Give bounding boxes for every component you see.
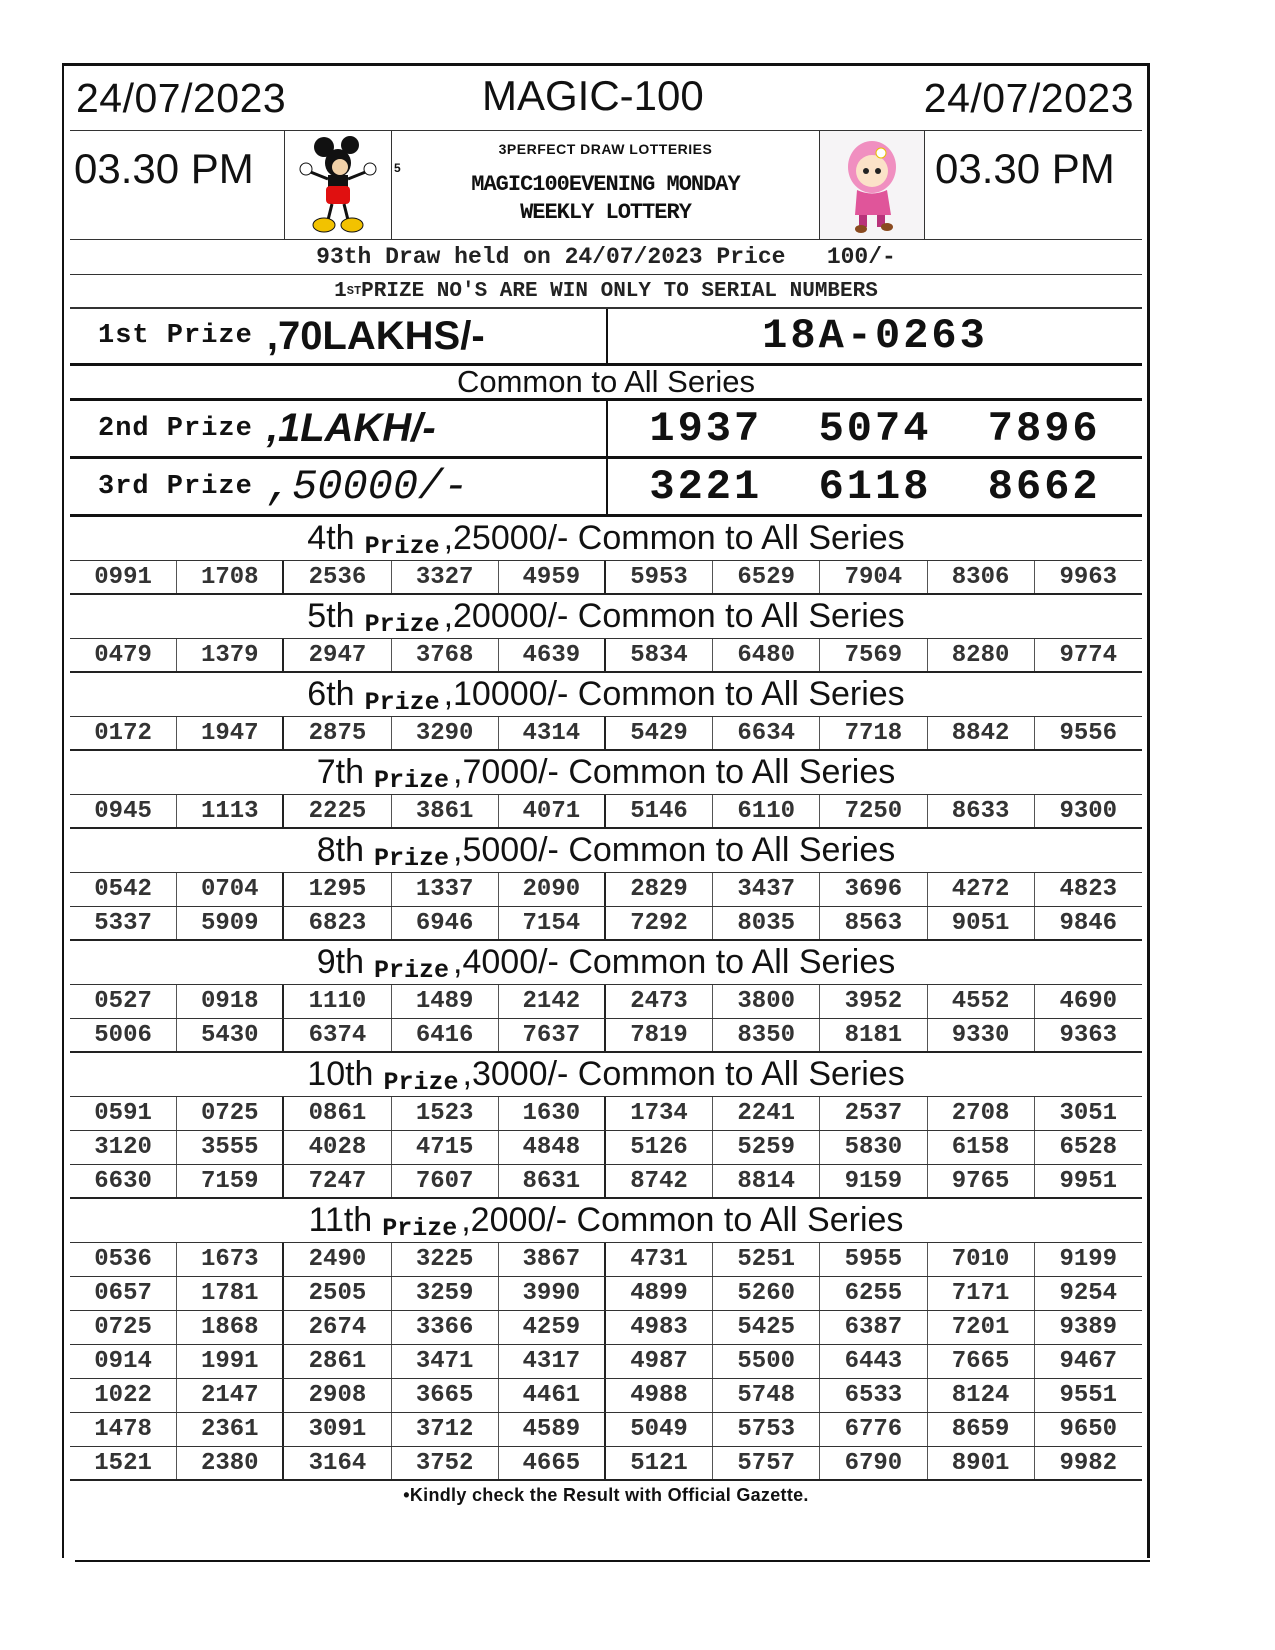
serial-note-prefix: 1: [334, 279, 347, 303]
winning-number: 6823: [284, 907, 391, 939]
number-row: [70, 1165, 1142, 1199]
winning-number: 3555: [177, 1131, 284, 1164]
winning-number: 1868: [177, 1311, 284, 1344]
lottery-title: MAGIC-100: [482, 72, 704, 119]
winning-number: 9159: [820, 1165, 927, 1197]
third-prize-label: 3rd Prize: [98, 471, 253, 502]
prize-amount: ,4000/- Common to All Series: [453, 943, 896, 981]
winning-number: 3800: [713, 985, 820, 1018]
prize-word: Prize: [364, 688, 440, 717]
winning-number: 3471: [392, 1345, 499, 1378]
winning-number: 4028: [284, 1131, 391, 1164]
winning-number: 5430: [177, 1019, 284, 1051]
prize-amount: ,3000/- Common to All Series: [462, 1055, 905, 1093]
winning-number: 3164: [284, 1447, 391, 1479]
winning-number: 2505: [284, 1277, 391, 1310]
winning-number: 6480: [713, 639, 820, 671]
winning-number: 9254: [1059, 1280, 1118, 1307]
prize-heading: [70, 941, 1142, 985]
winning-number: 1110: [284, 985, 391, 1018]
winning-number: 4317: [499, 1345, 606, 1378]
organizer-name: 3PERFECT DRAW LOTTERIES: [498, 141, 713, 157]
winning-number: 4272: [928, 873, 1035, 906]
winning-number: 9551: [1059, 1382, 1118, 1409]
second-prize-amount: ,1LAKH/-: [266, 406, 436, 450]
winning-number: 2674: [284, 1311, 391, 1344]
winning-number: 0704: [177, 873, 284, 906]
winning-number: 0861: [284, 1097, 391, 1130]
winning-number: 4983: [606, 1311, 713, 1344]
time-right: 03.30 PM: [935, 145, 1115, 192]
winning-number: 5834: [606, 639, 713, 671]
winning-number: 2473: [606, 985, 713, 1018]
mickey-mouse-icon: [298, 135, 378, 235]
serial-note-sup: ST: [346, 284, 362, 298]
third-prize-numbers: 3221 6118 8662: [649, 462, 1101, 511]
first-prize-row: [70, 308, 1142, 366]
prize-rank: 6th: [307, 675, 355, 713]
lottery-name-line1: MAGIC100EVENING MONDAY: [471, 172, 740, 197]
date-left: 24/07/2023: [76, 74, 287, 121]
winning-number: 3952: [820, 985, 927, 1018]
winning-number: 1113: [177, 795, 284, 827]
winning-number: 1295: [284, 873, 391, 906]
header-row: [70, 66, 1142, 131]
winning-number: 7904: [820, 561, 927, 593]
prize-amount: ,25000/- Common to All Series: [443, 519, 905, 557]
header-info-row: [70, 131, 1142, 240]
winning-number: 8181: [820, 1019, 927, 1051]
first-prize-number: 18A-0263: [762, 312, 988, 360]
winning-number: 5753: [713, 1413, 820, 1446]
prize-rank: 11th: [308, 1201, 373, 1239]
winning-number: 3861: [392, 795, 499, 827]
winning-number: 7819: [606, 1019, 713, 1051]
winning-number: 1630: [499, 1097, 606, 1130]
winning-number: 3366: [392, 1311, 499, 1344]
winning-number: 8124: [928, 1379, 1035, 1412]
number-row: [70, 1447, 1142, 1481]
winning-number: 5121: [606, 1447, 713, 1479]
winning-number: 4988: [606, 1379, 713, 1412]
prize-rank: 4th: [307, 519, 355, 557]
prize-word: Prize: [374, 766, 450, 795]
winning-number: 6110: [713, 795, 820, 827]
winning-number: 8901: [928, 1447, 1035, 1479]
result-sheet: [62, 63, 1150, 1558]
winning-number: 9199: [1059, 1246, 1118, 1273]
winning-number: 4899: [606, 1277, 713, 1310]
winning-number: 5500: [713, 1345, 820, 1378]
prize-heading: [70, 673, 1142, 717]
winning-number: 1781: [177, 1277, 284, 1310]
winning-number: 5006: [70, 1019, 177, 1051]
winning-number: 8742: [606, 1165, 713, 1197]
number-row: [70, 1097, 1142, 1131]
winning-number: 9467: [1059, 1348, 1118, 1375]
winning-number: 6158: [928, 1131, 1035, 1164]
winning-number: 2537: [820, 1097, 927, 1130]
winning-number: 2536: [284, 561, 391, 593]
winning-number: 5251: [713, 1243, 820, 1276]
number-row: [70, 1277, 1142, 1311]
winning-number: 5955: [820, 1243, 927, 1276]
number-row: [70, 1131, 1142, 1165]
winning-number: 7637: [499, 1019, 606, 1051]
winning-number: 5830: [820, 1131, 927, 1164]
winning-number: 6634: [713, 717, 820, 749]
winning-number: 8563: [820, 907, 927, 939]
winning-number: 3990: [499, 1277, 606, 1310]
winning-number: 9765: [928, 1165, 1035, 1197]
prize-word: Prize: [374, 956, 450, 985]
number-row: [70, 795, 1142, 829]
time-left-cell: [70, 131, 285, 239]
winning-number: 5259: [713, 1131, 820, 1164]
winning-number: 2090: [499, 873, 606, 906]
winning-number: 8633: [928, 795, 1035, 827]
winning-number: 6790: [820, 1447, 927, 1479]
number-row: [70, 907, 1142, 941]
draw-info: 93th Draw held on 24/07/2023 Price 100/-: [70, 240, 1142, 275]
prize-word: Prize: [364, 610, 440, 639]
winning-number: 4848: [499, 1131, 606, 1164]
winning-number: 7665: [928, 1345, 1035, 1378]
winning-number: 3712: [392, 1413, 499, 1446]
winning-number: 9051: [928, 907, 1035, 939]
result-table: [70, 66, 1142, 1506]
serial-note-text: PRIZE NO'S ARE WIN ONLY TO SERIAL NUMBERS: [361, 279, 878, 303]
prize-amount: ,5000/- Common to All Series: [453, 831, 896, 869]
winning-number: 3696: [820, 873, 927, 906]
winning-number: 1337: [392, 873, 499, 906]
winning-number: 4731: [606, 1243, 713, 1276]
winning-number: 6776: [820, 1413, 927, 1446]
winning-number: 3752: [392, 1447, 499, 1479]
prize-amount: ,7000/- Common to All Series: [453, 753, 896, 791]
winning-number: 5953: [606, 561, 713, 593]
prize-rank: 10th: [307, 1055, 374, 1093]
winning-number: 6255: [820, 1277, 927, 1310]
lottery-name-line2: WEEKLY LOTTERY: [520, 200, 691, 225]
winning-number: 3665: [392, 1379, 499, 1412]
winning-number: 2875: [284, 717, 391, 749]
second-prize-label: 2nd Prize: [98, 413, 253, 444]
winning-number: 1489: [392, 985, 499, 1018]
prize-amount: ,2000/- Common to All Series: [461, 1201, 904, 1239]
common-note: Common to All Series: [70, 366, 1142, 401]
winning-number: 2142: [499, 985, 606, 1018]
prize-rank: 7th: [316, 753, 365, 791]
winning-number: 2947: [284, 639, 391, 671]
superscript-mark: 5: [394, 161, 401, 175]
time-right-cell: [925, 131, 1142, 239]
winning-number: 5049: [606, 1413, 713, 1446]
prize-rank: 5th: [307, 597, 355, 635]
winning-number: 7201: [928, 1311, 1035, 1344]
winning-number: 2147: [177, 1379, 284, 1412]
lower-prizes: [70, 517, 1142, 1481]
winning-number: 0945: [70, 795, 177, 827]
winning-number: 8280: [928, 639, 1035, 671]
winning-number: 6529: [713, 561, 820, 593]
winning-number: 3327: [392, 561, 499, 593]
winning-number: 4589: [499, 1413, 606, 1446]
winning-number: 5126: [606, 1131, 713, 1164]
winning-number: 3867: [499, 1243, 606, 1276]
prize-heading: [70, 595, 1142, 639]
winning-number: 3051: [1059, 1100, 1118, 1127]
footer-note: •Kindly check the Result with Official Gazette.: [403, 1485, 809, 1505]
number-row: [70, 1345, 1142, 1379]
first-prize-label-cell: [70, 309, 608, 363]
winning-number: 3768: [392, 639, 499, 671]
winning-number: 9846: [1059, 909, 1118, 937]
number-row: [70, 1311, 1142, 1345]
prize-amount: ,10000/- Common to All Series: [443, 675, 905, 713]
winning-number: 5909: [177, 907, 284, 939]
prize-heading: [70, 751, 1142, 795]
winning-number: 3437: [713, 873, 820, 906]
winning-number: 3290: [392, 717, 499, 749]
second-prize-label-cell: [70, 401, 608, 456]
winning-number: 9650: [1059, 1416, 1118, 1443]
serial-note: [70, 275, 1142, 308]
date-right: 24/07/2023: [923, 74, 1134, 121]
third-prize-row: [70, 459, 1142, 517]
winning-number: 0657: [70, 1277, 177, 1310]
winning-number: 3091: [284, 1413, 391, 1446]
winning-number: 8306: [928, 561, 1035, 593]
prize-heading: [70, 829, 1142, 873]
winning-number: 4259: [499, 1311, 606, 1344]
winning-number: 1379: [177, 639, 284, 671]
winning-number: 9389: [1059, 1314, 1118, 1341]
winning-number: 7250: [820, 795, 927, 827]
prize-amount: ,20000/- Common to All Series: [443, 597, 905, 635]
winning-number: 7010: [928, 1243, 1035, 1276]
girl-image: [820, 131, 925, 239]
winning-number: 2241: [713, 1097, 820, 1130]
prize-word: Prize: [364, 532, 440, 561]
winning-number: 4987: [606, 1345, 713, 1378]
winning-number: 2361: [177, 1413, 284, 1446]
winning-number: 0991: [70, 561, 177, 593]
winning-number: 0914: [70, 1345, 177, 1378]
number-row: [70, 639, 1142, 673]
prize-rank: 8th: [316, 831, 365, 869]
prize-heading: [70, 517, 1142, 561]
winning-number: 4461: [499, 1379, 606, 1412]
number-row: [70, 561, 1142, 595]
number-row: [70, 1243, 1142, 1277]
winning-number: 0536: [70, 1243, 177, 1276]
winning-number: 0725: [70, 1311, 177, 1344]
winning-number: 9774: [1059, 641, 1118, 669]
winning-number: 2861: [284, 1345, 391, 1378]
winning-number: 8350: [713, 1019, 820, 1051]
winning-number: 1947: [177, 717, 284, 749]
winning-number: 7569: [820, 639, 927, 671]
winning-number: 7171: [928, 1277, 1035, 1310]
winning-number: 0527: [70, 985, 177, 1018]
winning-number: 1022: [70, 1379, 177, 1412]
winning-number: 7159: [177, 1165, 284, 1197]
winning-number: 0918: [177, 985, 284, 1018]
number-row: [70, 873, 1142, 907]
prize-word: Prize: [383, 1068, 459, 1097]
winning-number: 2225: [284, 795, 391, 827]
winning-number: 8814: [713, 1165, 820, 1197]
winning-number: 9363: [1059, 1021, 1118, 1049]
winning-number: 7154: [499, 907, 606, 939]
winning-number: 2908: [284, 1379, 391, 1412]
winning-number: 2708: [928, 1097, 1035, 1130]
first-prize-label: 1st Prize: [98, 321, 253, 351]
winning-number: 5146: [606, 795, 713, 827]
winning-number: 6387: [820, 1311, 927, 1344]
winning-number: 1523: [392, 1097, 499, 1130]
winning-number: 7607: [392, 1165, 499, 1197]
winning-number: 0172: [70, 717, 177, 749]
winning-number: 4665: [499, 1447, 606, 1479]
third-prize-amount: ,50000/-: [266, 462, 469, 511]
winning-number: 6374: [284, 1019, 391, 1051]
winning-number: 1734: [606, 1097, 713, 1130]
winning-number: 6946: [392, 907, 499, 939]
mickey-image: [285, 131, 392, 239]
winning-number: 5757: [713, 1447, 820, 1479]
time-left: 03.30 PM: [74, 145, 254, 192]
winning-number: 9951: [1059, 1167, 1118, 1195]
winning-number: 4823: [1059, 876, 1118, 903]
winning-number: 4071: [499, 795, 606, 827]
winning-number: 9963: [1059, 563, 1118, 591]
winning-number: 5429: [606, 717, 713, 749]
winning-number: 9330: [928, 1019, 1035, 1051]
winning-number: 0479: [70, 639, 177, 671]
winning-number: 6630: [70, 1165, 177, 1197]
prize-word: Prize: [374, 844, 450, 873]
winning-number: 0591: [70, 1097, 177, 1130]
bottom-rule: [75, 1560, 1150, 1562]
winning-number: 2380: [177, 1447, 284, 1479]
winning-number: 1991: [177, 1345, 284, 1378]
winning-number: 9982: [1059, 1449, 1118, 1477]
winning-number: 2490: [284, 1243, 391, 1276]
first-prize-amount: ,70LAKHS/-: [266, 313, 485, 358]
winning-number: 6443: [820, 1345, 927, 1378]
winning-number: 8842: [928, 717, 1035, 749]
winning-number: 8035: [713, 907, 820, 939]
winning-number: 9300: [1059, 797, 1118, 825]
number-row: [70, 1379, 1142, 1413]
winning-number: 6533: [820, 1379, 927, 1412]
winning-number: 1708: [177, 561, 284, 593]
prize-heading: [70, 1053, 1142, 1097]
winning-number: 7247: [284, 1165, 391, 1197]
number-row: [70, 1413, 1142, 1447]
number-row: [70, 717, 1142, 751]
winning-number: 5260: [713, 1277, 820, 1310]
winning-number: 7718: [820, 717, 927, 749]
winning-number: 3120: [70, 1131, 177, 1164]
winning-number: 1673: [177, 1243, 284, 1276]
winning-number: 5425: [713, 1311, 820, 1344]
winning-number: 7292: [606, 907, 713, 939]
winning-number: 5337: [70, 907, 177, 939]
second-prize-row: [70, 401, 1142, 459]
winning-number: 6528: [1059, 1134, 1118, 1161]
prize-word: Prize: [382, 1214, 458, 1243]
winning-number: 8659: [928, 1413, 1035, 1446]
winning-number: 4715: [392, 1131, 499, 1164]
winning-number: 1478: [70, 1413, 177, 1446]
prize-heading: [70, 1199, 1142, 1243]
number-row: [70, 985, 1142, 1019]
winning-number: 4690: [1059, 988, 1118, 1015]
winning-number: 9556: [1059, 719, 1118, 747]
winning-number: 6416: [392, 1019, 499, 1051]
winning-number: 4959: [499, 561, 606, 593]
second-prize-numbers: 1937 5074 7896: [649, 404, 1101, 453]
number-row: [70, 1019, 1142, 1053]
lottery-info-cell: [392, 131, 820, 239]
winning-number: 4314: [499, 717, 606, 749]
winning-number: 8631: [499, 1165, 606, 1197]
winning-number: 4552: [928, 985, 1035, 1018]
winning-number: 2829: [606, 873, 713, 906]
prize-rank: 9th: [316, 943, 365, 981]
third-prize-label-cell: [70, 459, 608, 514]
winning-number: 4639: [499, 639, 606, 671]
winning-number: 3225: [392, 1243, 499, 1276]
winning-number: 5748: [713, 1379, 820, 1412]
winning-number: 0725: [177, 1097, 284, 1130]
girl-cartoon-icon: [837, 135, 907, 235]
winning-number: 1521: [70, 1447, 177, 1479]
winning-number: 3259: [392, 1277, 499, 1310]
winning-number: 0542: [70, 873, 177, 906]
